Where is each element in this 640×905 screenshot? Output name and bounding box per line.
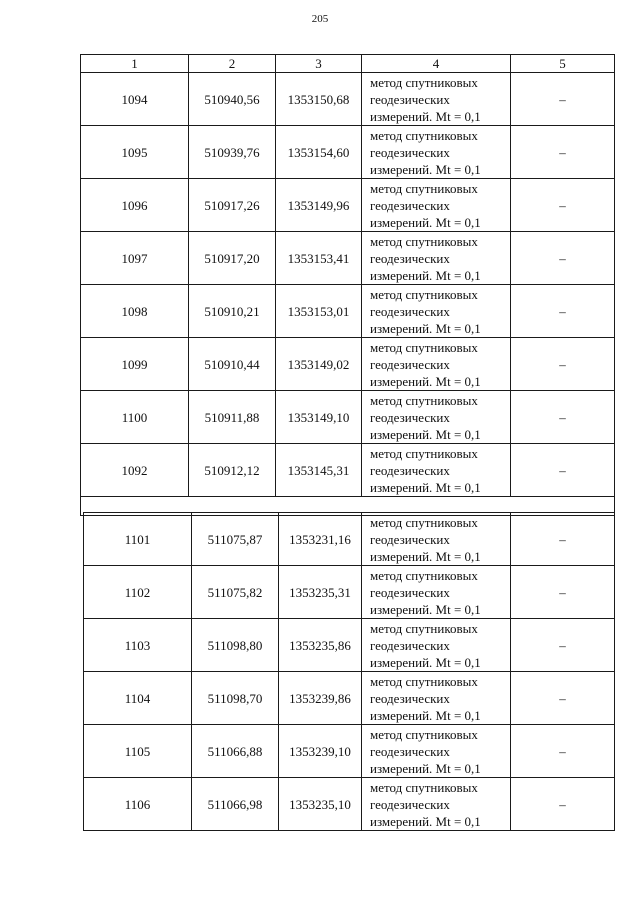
point-number-cell: 1094 — [81, 73, 189, 126]
dash-value: – — [559, 303, 566, 319]
method-line: геодезических — [370, 409, 450, 425]
coordinates-table-bottom — [83, 512, 615, 831]
x-coordinate-cell: 510939,76 — [189, 126, 276, 179]
accuracy-cell — [511, 566, 615, 619]
method-line: метод спутниковых — [370, 620, 478, 636]
x-coordinate-cell: 510910,44 — [189, 338, 276, 391]
table-row — [81, 179, 615, 232]
accuracy-cell — [511, 285, 615, 338]
method-line: геодезических — [370, 637, 450, 653]
method-line: измерений. Mt = 0,1 — [370, 601, 481, 617]
method-line: геодезических — [370, 91, 450, 107]
accuracy-cell — [511, 232, 615, 285]
header-col-5: 5 — [511, 55, 615, 73]
dash-value: – — [559, 690, 566, 706]
y-coordinate-cell: 1353149,02 — [276, 338, 362, 391]
x-coordinate-cell: 511075,87 — [192, 513, 279, 566]
accuracy-cell — [511, 513, 615, 566]
point-number-cell: 1102 — [84, 566, 192, 619]
method-line: метод спутниковых — [370, 726, 478, 742]
method-cell — [362, 338, 511, 391]
method-cell — [362, 73, 511, 126]
method-line: измерений. Mt = 0,1 — [370, 654, 481, 670]
y-coordinate-cell: 1353153,01 — [276, 285, 362, 338]
method-line: геодезических — [370, 531, 450, 547]
dash-value: – — [559, 144, 566, 160]
method-line: измерений. Mt = 0,1 — [370, 760, 481, 776]
x-coordinate-cell: 511075,82 — [192, 566, 279, 619]
y-coordinate-cell: 1353235,31 — [279, 566, 362, 619]
dash-value: – — [559, 409, 566, 425]
point-number-cell: 1098 — [81, 285, 189, 338]
table-row — [81, 338, 615, 391]
point-number-cell: 1099 — [81, 338, 189, 391]
method-line: измерений. Mt = 0,1 — [370, 813, 481, 829]
dash-value: – — [559, 743, 566, 759]
table-row — [81, 73, 615, 126]
method-line: измерений. Mt = 0,1 — [370, 161, 481, 177]
point-number-cell: 1096 — [81, 179, 189, 232]
table-row — [84, 778, 615, 831]
accuracy-cell — [511, 179, 615, 232]
dash-value: – — [559, 197, 566, 213]
method-line: геодезических — [370, 584, 450, 600]
y-coordinate-cell: 1353150,68 — [276, 73, 362, 126]
method-line: измерений. Mt = 0,1 — [370, 548, 481, 564]
coordinates-table-top — [80, 54, 615, 516]
header-col-4: 4 — [362, 55, 511, 73]
page-number: 205 — [311, 13, 329, 25]
method-cell — [362, 126, 511, 179]
method-line: измерений. Mt = 0,1 — [370, 214, 481, 230]
method-line: геодезических — [370, 250, 450, 266]
method-line: метод спутниковых — [370, 286, 478, 302]
x-coordinate-cell: 510940,56 — [189, 73, 276, 126]
x-coordinate-cell: 511066,88 — [192, 725, 279, 778]
table-row — [81, 391, 615, 444]
x-coordinate-cell: 510912,12 — [189, 444, 276, 497]
header-col-2: 2 — [189, 55, 276, 73]
accuracy-cell — [511, 73, 615, 126]
method-line: метод спутниковых — [370, 180, 478, 196]
method-line: геодезических — [370, 690, 450, 706]
method-line: метод спутниковых — [370, 233, 478, 249]
y-coordinate-cell: 1353235,86 — [279, 619, 362, 672]
accuracy-cell — [511, 126, 615, 179]
accuracy-cell — [511, 725, 615, 778]
method-cell — [362, 778, 511, 831]
dash-value: – — [559, 637, 566, 653]
y-coordinate-cell: 1353149,96 — [276, 179, 362, 232]
dash-value: – — [559, 356, 566, 372]
point-number-cell: 1106 — [84, 778, 192, 831]
table-row — [81, 232, 615, 285]
method-cell — [362, 566, 511, 619]
point-number-cell: 1101 — [84, 513, 192, 566]
method-cell — [362, 619, 511, 672]
dash-value: – — [559, 462, 566, 478]
method-line: измерений. Mt = 0,1 — [370, 108, 481, 124]
y-coordinate-cell: 1353154,60 — [276, 126, 362, 179]
dash-value: – — [559, 531, 566, 547]
y-coordinate-cell: 1353231,16 — [279, 513, 362, 566]
table-row — [84, 513, 615, 566]
accuracy-cell — [511, 672, 615, 725]
x-coordinate-cell: 510910,21 — [189, 285, 276, 338]
x-coordinate-cell: 510911,88 — [189, 391, 276, 444]
method-cell — [362, 285, 511, 338]
method-cell — [362, 179, 511, 232]
x-coordinate-cell: 511098,70 — [192, 672, 279, 725]
method-line: метод спутниковых — [370, 392, 478, 408]
point-number-cell: 1104 — [84, 672, 192, 725]
method-line: геодезических — [370, 144, 450, 160]
x-coordinate-cell: 510917,20 — [189, 232, 276, 285]
method-line: измерений. Mt = 0,1 — [370, 373, 481, 389]
method-line: метод спутниковых — [370, 445, 478, 461]
accuracy-cell — [511, 391, 615, 444]
accuracy-cell — [511, 619, 615, 672]
method-line: метод спутниковых — [370, 567, 478, 583]
table-row — [84, 619, 615, 672]
point-number-cell: 1105 — [84, 725, 192, 778]
method-line: измерений. Mt = 0,1 — [370, 707, 481, 723]
y-coordinate-cell: 1353149,10 — [276, 391, 362, 444]
method-line: метод спутниковых — [370, 339, 478, 355]
method-cell — [362, 444, 511, 497]
table-row — [81, 444, 615, 497]
y-coordinate-cell: 1353239,10 — [279, 725, 362, 778]
method-line: геодезических — [370, 197, 450, 213]
x-coordinate-cell: 511066,98 — [192, 778, 279, 831]
point-number-cell: 1092 — [81, 444, 189, 497]
dash-value: – — [559, 584, 566, 600]
point-number-cell: 1103 — [84, 619, 192, 672]
method-line: измерений. Mt = 0,1 — [370, 426, 481, 442]
method-line: метод спутниковых — [370, 127, 478, 143]
x-coordinate-cell: 510917,26 — [189, 179, 276, 232]
method-line: геодезических — [370, 356, 450, 372]
method-line: метод спутниковых — [370, 514, 478, 530]
dash-value: – — [559, 796, 566, 812]
table-row — [84, 725, 615, 778]
table-row — [84, 672, 615, 725]
accuracy-cell — [511, 338, 615, 391]
table-row — [84, 566, 615, 619]
method-line: метод спутниковых — [370, 779, 478, 795]
dash-value: – — [559, 250, 566, 266]
header-col-3: 3 — [276, 55, 362, 73]
y-coordinate-cell: 1353145,31 — [276, 444, 362, 497]
dash-value: – — [559, 91, 566, 107]
table-row — [81, 126, 615, 179]
y-coordinate-cell: 1353235,10 — [279, 778, 362, 831]
accuracy-cell — [511, 778, 615, 831]
method-cell — [362, 672, 511, 725]
method-line: геодезических — [370, 796, 450, 812]
method-cell — [362, 513, 511, 566]
point-number-cell: 1100 — [81, 391, 189, 444]
method-cell — [362, 725, 511, 778]
x-coordinate-cell: 511098,80 — [192, 619, 279, 672]
method-line: геодезических — [370, 303, 450, 319]
method-line: измерений. Mt = 0,1 — [370, 479, 481, 495]
method-line: метод спутниковых — [370, 74, 478, 90]
table-row — [81, 285, 615, 338]
y-coordinate-cell: 1353153,41 — [276, 232, 362, 285]
method-line: геодезических — [370, 462, 450, 478]
method-line: метод спутниковых — [370, 673, 478, 689]
method-line: измерений. Mt = 0,1 — [370, 267, 481, 283]
point-number-cell: 1097 — [81, 232, 189, 285]
method-cell — [362, 391, 511, 444]
method-line: измерений. Mt = 0,1 — [370, 320, 481, 336]
table-header-row — [81, 55, 615, 73]
point-number-cell: 1095 — [81, 126, 189, 179]
method-line: геодезических — [370, 743, 450, 759]
header-col-1: 1 — [81, 55, 189, 73]
accuracy-cell — [511, 444, 615, 497]
method-cell — [362, 232, 511, 285]
y-coordinate-cell: 1353239,86 — [279, 672, 362, 725]
